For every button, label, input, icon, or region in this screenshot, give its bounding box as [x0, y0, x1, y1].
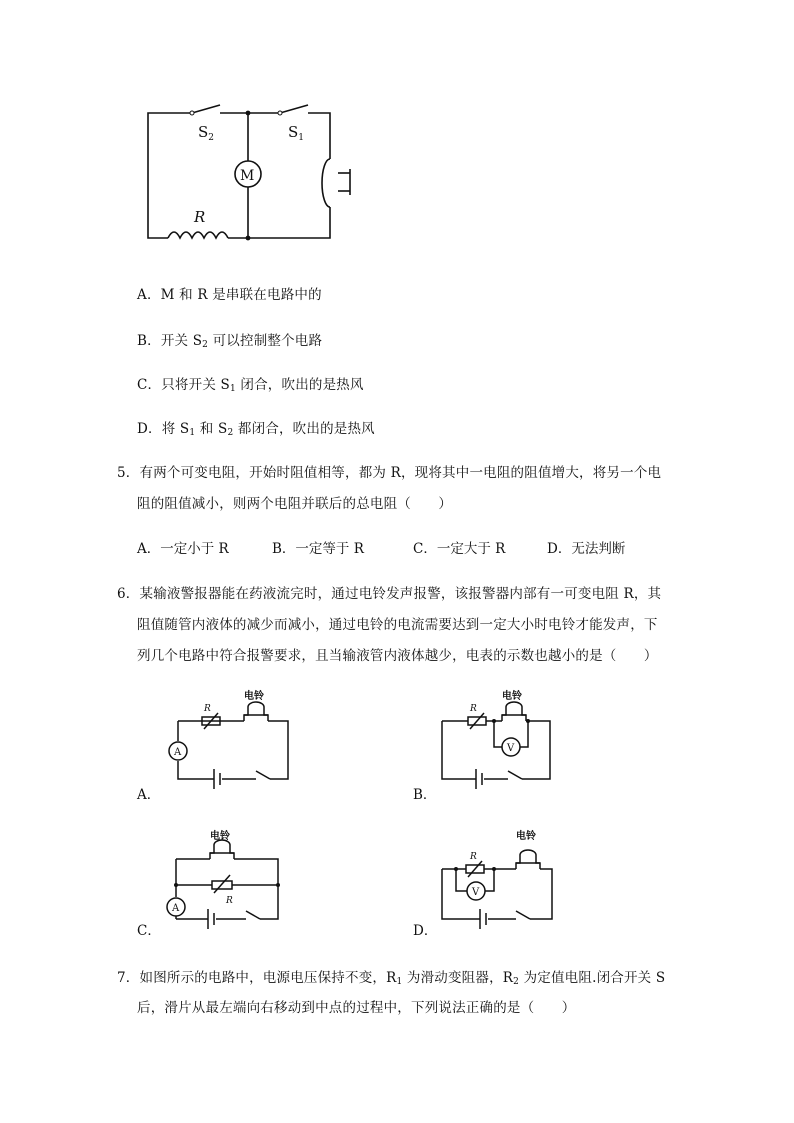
q4-option-d: D．将 $S_1$ 和 $S_2$ 都闭合，吹出的是热风	[137, 421, 375, 438]
q5-stem-line2: 阻的阻值减小，则两个电阻并联后的总电阻（ ）	[137, 496, 453, 512]
resistor-label: R	[194, 208, 206, 226]
switch-s2-label: $S_2$	[198, 123, 215, 143]
circuit-b-bell-label: 电铃	[502, 691, 522, 702]
q5-stem-line1: 5．有两个可变电阻，开始时阻值相等，都为 R，现将其中一电阻的阻值增大，将另一个电	[117, 465, 662, 481]
circuit-b-voltmeter-label: V	[507, 743, 515, 754]
q6-stem-line3: 列几个电路中符合报警要求，且当输液管内液体越少，电表的示数也越小的是（ ）	[137, 648, 658, 664]
q6-option-a-label: A．	[137, 787, 161, 803]
q6-stem-line1: 6．某输液警报器能在药液流完时，通过电铃发声报警，该报警器内部有一可变电阻 R，其	[117, 586, 662, 602]
circuit-c-ammeter-label: A	[172, 903, 180, 914]
q6-stem-line2: 阻值随管内液体的减少而减小，通过电铃的电流需要达到一定大小时电铃才能发声，下	[137, 617, 658, 633]
circuit-a-diagram	[160, 685, 300, 791]
q5-option-b: B．一定等于 R	[272, 541, 364, 557]
circuit-d-diagram	[430, 825, 570, 931]
q6-option-b-label: B．	[413, 787, 437, 803]
q5-option-a: A．一定小于 R	[137, 541, 229, 557]
circuit-a-ammeter-label: A	[174, 747, 182, 758]
circuit-a-r-label: R	[204, 704, 211, 714]
circuit-b-r-label: R	[470, 704, 477, 714]
motor-label: M	[240, 168, 255, 184]
circuit-c-bell-label: 电铃	[210, 831, 230, 842]
circuit-d-bell-label: 电铃	[516, 831, 536, 842]
q5-option-c: C．一定大于 R	[413, 541, 506, 557]
circuit-d-r-label: R	[470, 852, 477, 862]
circuit-a-bell-label: 电铃	[244, 691, 264, 702]
q4-option-b: B．开关 $S_2$ 可以控制整个电路	[137, 333, 323, 350]
q6-option-d-label: D．	[413, 923, 438, 939]
circuit-c-r-label: R	[226, 896, 233, 906]
switch-s1-label: $S_1$	[288, 123, 305, 143]
q7-stem-line2: 后，滑片从最左端向右移动到中点的过程中，下列说法正确的是（ ）	[137, 1000, 576, 1016]
q6-option-c-label: C．	[137, 923, 161, 939]
hair-dryer-circuit-diagram	[130, 95, 370, 255]
circuit-c-diagram	[160, 825, 300, 931]
q4-option-a: A．M 和 R 是串联在电路中的	[137, 287, 322, 303]
q7-stem-line1: 7．如图所示的电路中，电源电压保持不变，$R_1$ 为滑动变阻器，$R_2$ 为定值电阻.闭合开关 S	[117, 970, 666, 987]
circuit-d-voltmeter-label: V	[472, 887, 480, 898]
q4-option-c: C．只将开关 $S_1$ 闭合，吹出的是热风	[137, 377, 364, 394]
q5-option-d: D．无法判断	[547, 541, 626, 557]
circuit-b-diagram	[430, 685, 560, 791]
